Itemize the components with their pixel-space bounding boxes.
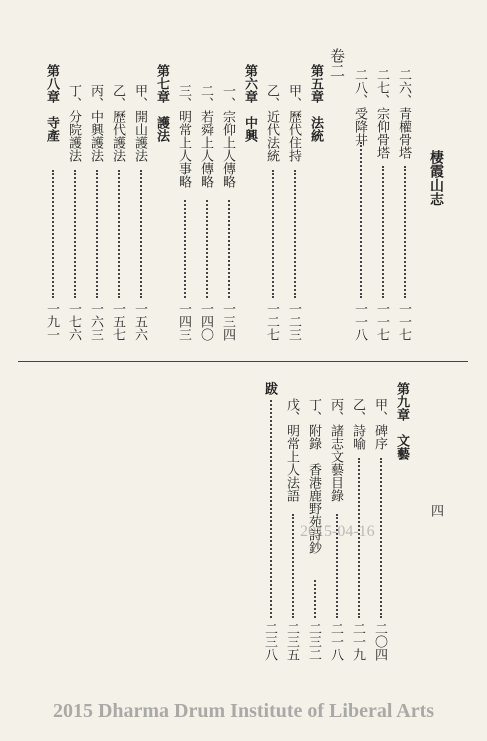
leader-dots [272,170,274,298]
toc-page-ref: 一五七 [110,302,125,341]
chapter-heading: 第七章 護法 [154,64,169,142]
toc-page-ref: 一三四 [220,302,235,341]
chapter-heading: 第九章 文藝 [394,382,409,460]
leader-dots [360,142,362,298]
leader-dots [294,170,296,298]
toc-page-ref: 一六三 [88,302,103,341]
toc-entry: 甲、歷代住持 [286,84,301,162]
volume-heading: 卷二 [328,48,346,78]
toc-entry: 二六、青權骨塔 [396,68,411,159]
toc-entry: 丙、中興護法 [88,84,103,162]
leader-dots [382,166,384,298]
book-title: 棲霞山志 [428,150,444,206]
leader-dots [74,170,76,298]
footer-watermark: 2015 Dharma Drum Institute of Liberal Arts [52,700,435,722]
chapter-heading: 跋 [262,382,277,395]
toc-entry: 乙、詩喻 [350,398,365,450]
toc-page-ref: 一七六 [66,302,81,341]
toc-entry: 乙、歷代護法 [110,84,125,162]
chapter-heading: 第六章 中興 [242,64,257,142]
leader-dots [52,170,54,298]
leader-dots [380,458,382,618]
toc-entry: 三、明常上人事略 [176,84,191,188]
toc-page-ref: 一四〇 [198,302,213,341]
watermark-date: 2015-04-16 [300,523,375,540]
toc-page-ref: 二〇四 [372,622,387,661]
toc-entry: 戊、明常上人法語 [284,398,299,502]
toc-page-ref: 二三二 [306,622,321,661]
toc-page-ref: 一一八 [352,302,367,341]
leader-dots [206,200,208,298]
toc-entry: 二八、受降井 [352,68,367,146]
toc-page-ref: 一四三 [176,302,191,341]
toc-entry: 丁、分院護法 [66,84,81,162]
toc-page-ref: 一一七 [396,302,411,341]
leader-dots [314,580,316,618]
chapter-heading: 第五章 法統 [308,64,323,142]
leader-dots [270,400,272,618]
leader-dots [96,170,98,298]
toc-page-ref: 二一九 [350,622,365,661]
page-number: 四 [428,504,443,517]
toc-page-ref: 一二七 [264,302,279,341]
leader-dots [228,200,230,298]
toc-entry: 二七、宗仰骨塔 [374,68,389,159]
toc-page-ref: 二一八 [328,622,343,661]
toc-entry: 乙、近代法統 [264,84,279,162]
toc-page-ref: 一一七 [374,302,389,341]
toc-page-ref: 二三五 [284,622,299,661]
leader-dots [292,514,294,618]
toc-page-ref: 二三八 [262,622,277,661]
toc-entry: 丙、諸志文藝目錄 [328,398,343,502]
leader-dots [118,170,120,298]
leader-dots [184,200,186,298]
chapter-heading: 第八章 寺產 [44,64,59,142]
toc-entry: 一、宗仰上人傳略 [220,84,235,188]
toc-entry: 丁、附錄 香港鹿野苑詩鈔 [306,398,321,554]
toc-entry: 甲、碑序 [372,398,387,450]
leader-dots [140,170,142,298]
toc-page-ref: 一九一 [44,302,59,341]
toc-page-ref: 一二三 [286,302,301,341]
section-divider [18,361,468,362]
toc-entry: 二、若舜上人傳略 [198,84,213,188]
leader-dots [404,166,406,298]
toc-page-ref: 一五六 [132,302,147,341]
toc-entry: 甲、開山護法 [132,84,147,162]
